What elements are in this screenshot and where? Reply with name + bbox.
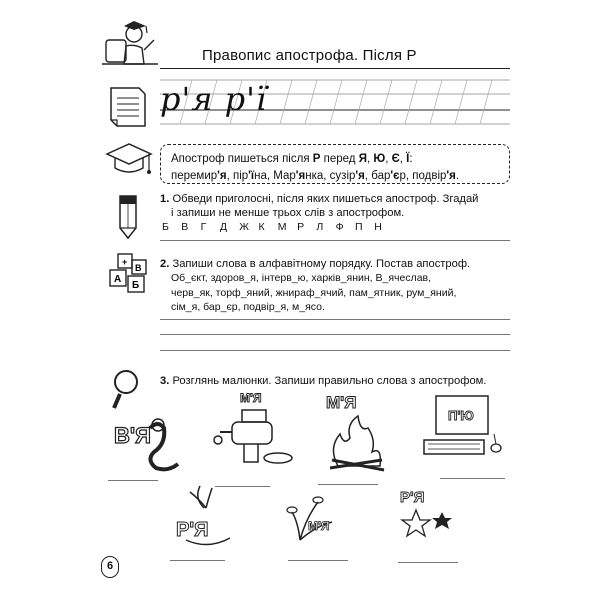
letter[interactable]: М	[277, 221, 287, 233]
picture-letters: М'Я	[326, 393, 357, 412]
letter[interactable]: Ж	[239, 221, 249, 233]
answer-line[interactable]	[160, 240, 510, 241]
pencil-icon	[112, 190, 148, 240]
letter[interactable]: Б	[162, 221, 169, 233]
picture-letters: П'Ю	[448, 408, 474, 423]
answer-line[interactable]	[170, 560, 225, 561]
task2-words: Об_єкт, здоров_я, інтерв_ю, харків_янин, В_ячеслав, черв_як, торф_яний, жнираф_ячий, пам_ятник, рум_яний, сім_я, бар_єр, подвір_я, м_ясо.	[171, 272, 457, 313]
letter[interactable]: Д	[219, 221, 228, 233]
answer-line[interactable]	[160, 319, 510, 320]
graduation-cap-icon	[103, 140, 153, 180]
answer-line[interactable]	[398, 562, 458, 563]
rule-line-1: Апостроф пишеться після Р перед Я, Ю, Є, Ї:	[171, 153, 413, 165]
page-title: Правопис апострофа. Після Р	[202, 47, 417, 64]
picture-letters: Р'Я	[176, 519, 209, 541]
abc-block-letter: +	[122, 257, 128, 267]
notebook-icon	[105, 84, 151, 130]
picture-letters: Р'Я	[400, 489, 425, 506]
letter[interactable]: Ф	[335, 221, 344, 233]
rule-line-2: перемир'я, пір'їна, Мар'янка, сузір'я, бар'єр, подвір'я.	[171, 170, 460, 182]
plant-picture	[170, 478, 240, 553]
answer-line[interactable]	[288, 560, 348, 561]
rule-box	[160, 144, 510, 184]
handwriting-sample: р'я р'ї	[160, 80, 268, 118]
abc-block-letter: В	[135, 263, 142, 273]
picture-letters: М'Я	[308, 519, 330, 533]
page-number: 6	[101, 556, 119, 578]
letter[interactable]: Н	[374, 221, 382, 233]
snake-picture	[106, 398, 191, 478]
task3: 3. Розглянь малюнки. Запиши правильно слова з апострофом.	[160, 375, 487, 387]
student-mascot-icon	[100, 18, 160, 68]
computer-picture	[418, 392, 508, 472]
answer-line[interactable]	[160, 334, 510, 335]
task2: 2. Запиши слова в алфавітному порядку. Постав апостроф.	[160, 258, 471, 270]
meat-grinder-picture	[210, 388, 300, 478]
title-underline	[160, 68, 510, 69]
mint-picture	[282, 482, 352, 547]
letter[interactable]: Г	[200, 221, 207, 233]
answer-line[interactable]	[160, 350, 510, 351]
abc-block-letter: Б	[132, 280, 140, 291]
letter[interactable]: К	[258, 221, 265, 233]
abc-blocks-icon	[106, 252, 152, 298]
consonant-letters	[162, 221, 394, 233]
letter[interactable]: Л	[316, 221, 324, 233]
letter[interactable]: Р	[297, 221, 305, 233]
bonfire-picture	[318, 388, 398, 478]
picture-letters: В'Я	[114, 423, 151, 448]
letter[interactable]: П	[354, 221, 363, 233]
stars-picture	[392, 478, 462, 548]
answer-line[interactable]	[108, 480, 158, 481]
picture-letters: М'Я	[240, 391, 262, 405]
task1: 1. Обведи приголосні, після яких пишеться апостроф. Згадай і запиши не менше трьох слів з апострофом.	[160, 193, 479, 219]
abc-block-letter: А	[114, 274, 122, 285]
letter[interactable]: В	[181, 221, 189, 233]
